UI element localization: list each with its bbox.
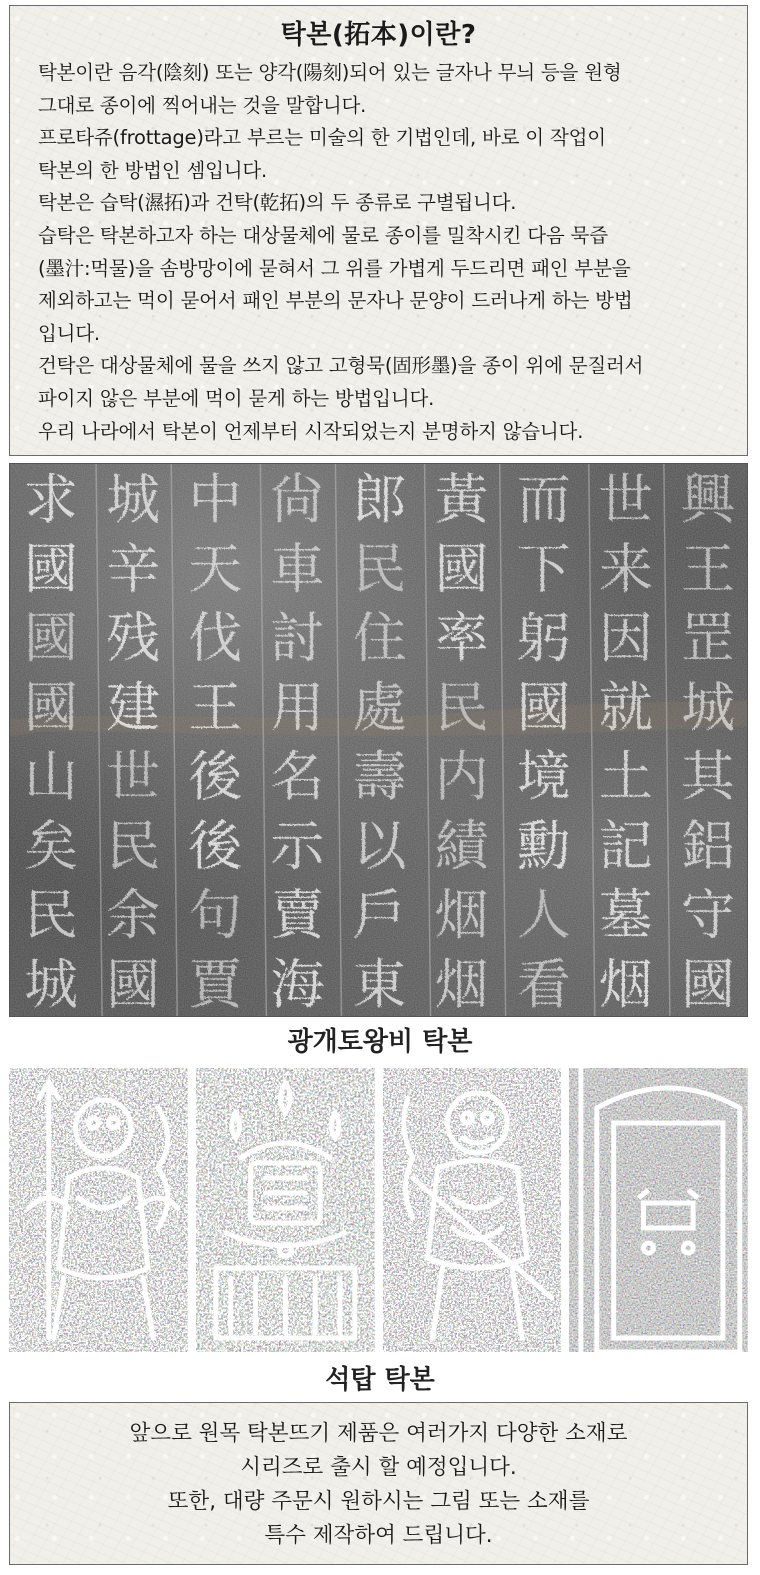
stele-character: 看 xyxy=(516,952,571,1016)
stele-character: 績 xyxy=(434,814,489,878)
stele-rubbing-image xyxy=(9,463,748,1017)
stele-character: 興 xyxy=(680,468,735,532)
intro-line: (墨汁:먹물)을 솜방망이에 묻혀서 그 위를 가볍게 두드리면 패인 부분을 xyxy=(38,256,631,280)
intro-line: 건탁은 대상물체에 물을 쓰지 않고 고형묵(固形墨)을 종이 위에 문질러서 xyxy=(38,354,644,378)
stele-character: 墓 xyxy=(598,883,653,947)
stele-character: 國 xyxy=(680,952,735,1016)
stele-character: 國 xyxy=(24,675,79,739)
stele-character: 賣 xyxy=(270,883,325,947)
stele-character: 名 xyxy=(270,745,325,809)
notice-line: 시리즈로 출시 할 예정입니다. xyxy=(240,1455,517,1480)
stele-character: 以 xyxy=(352,814,407,878)
stele-character: 就 xyxy=(598,675,653,739)
stele-character: 黃 xyxy=(434,468,489,532)
stele-character: 罡 xyxy=(680,606,735,670)
stele-character: 内 xyxy=(434,745,489,809)
stele-character: 土 xyxy=(598,745,653,809)
intro-line: 탁본이란 음각(陰刻) 또는 양각(陽刻)되어 있는 글자나 무늬 등을 원형 xyxy=(38,61,622,84)
notice-line: 앞으로 원목 탁본뜨기 제품은 여러가지 다양한 소재로 xyxy=(129,1421,628,1446)
stele-character: 世 xyxy=(106,745,161,809)
stele-character: 王 xyxy=(188,675,243,739)
stele-character: 建 xyxy=(106,675,161,739)
intro-line: 우리 나라에서 탁본이 언제부터 시작되었는지 분명하지 않습니다. xyxy=(38,419,584,443)
stele-character: 鋁 xyxy=(680,814,735,878)
stele-character: 民 xyxy=(24,883,79,947)
stele-character: 人 xyxy=(516,883,571,947)
stele-character: 國 xyxy=(24,606,79,670)
stele-character: 處 xyxy=(352,675,407,739)
stele-character: 其 xyxy=(680,745,735,809)
stele-character: 壽 xyxy=(352,745,407,809)
stele-character: 烟 xyxy=(434,952,489,1016)
stele-character: 勳 xyxy=(516,814,571,878)
intro-panel xyxy=(9,5,748,456)
rubbing-pagoda-shrine xyxy=(196,1068,375,1352)
stele-character: 民 xyxy=(352,537,407,601)
stele-character: 民 xyxy=(434,675,489,739)
stele-character: 後 xyxy=(188,814,243,878)
stele-character: 躬 xyxy=(516,606,571,670)
notice-line: 또한, 대량 주문시 원하시는 그림 또는 소재를 xyxy=(167,1489,590,1514)
stele-character: 下 xyxy=(516,537,571,601)
guardian-figure-icon xyxy=(9,1068,188,1352)
stele-character: 尙 xyxy=(270,468,325,532)
stele-character: 句 xyxy=(188,883,243,947)
stele-rubbing-artwork xyxy=(10,464,748,1017)
intro-line: 파이지 않은 부분에 먹이 묻게 하는 방법입니다. xyxy=(38,386,435,410)
stele-character: 國 xyxy=(434,537,489,601)
stele-character: 示 xyxy=(270,814,325,878)
stele-character: 率 xyxy=(434,606,489,670)
intro-line: 습탁은 탁본하고자 하는 대상물체에 물로 종이를 밀착시킨 다음 묵즙 xyxy=(38,223,608,247)
stele-character: 而 xyxy=(516,468,571,532)
stele-character: 用 xyxy=(270,675,325,739)
pagoda-shrine-icon xyxy=(196,1068,375,1352)
intro-line: 탁본의 한 방법인 셈입니다. xyxy=(38,158,268,182)
rubbing-guardian-sword xyxy=(383,1068,562,1352)
intro-line: 입니다. xyxy=(38,321,100,345)
stele-character: 海 xyxy=(270,952,325,1016)
stele-character: 民 xyxy=(106,814,161,878)
stele-character: 世 xyxy=(598,468,653,532)
stele-character: 余 xyxy=(106,883,161,947)
stele-character: 因 xyxy=(598,606,653,670)
stele-character: 烟 xyxy=(598,952,653,1016)
stele-character: 郎 xyxy=(352,468,407,532)
stone-tablet-icon xyxy=(569,1068,748,1352)
pagoda-rubbings xyxy=(9,1068,748,1352)
stele-character: 烟 xyxy=(434,883,489,947)
stele-character: 境 xyxy=(516,745,571,809)
stele-caption: 광개토왕비 탁본 xyxy=(287,1027,473,1057)
stele-character: 記 xyxy=(598,814,653,878)
stele-character: 矣 xyxy=(24,814,79,878)
stele-character: 王 xyxy=(680,537,735,601)
stele-character: 國 xyxy=(516,675,571,739)
notice-line: 특수 제작하여 드립니다. xyxy=(264,1523,493,1548)
stele-character: 天 xyxy=(188,537,243,601)
intro-line: 탁본은 습탁(濕拓)과 건탁(乾拓)의 두 종류로 구별됩니다. xyxy=(38,191,517,215)
intro-line: 프로타쥬(frottage)라고 부르는 미술의 한 기법인데, 바로 이 작업이 xyxy=(38,126,606,150)
stele-character: 城 xyxy=(24,952,79,1016)
guardian-warrior-icon xyxy=(383,1068,562,1352)
stele-character: 来 xyxy=(598,537,653,601)
stele-character: 守 xyxy=(680,883,735,947)
stele-character: 討 xyxy=(270,606,325,670)
stele-character: 戶 xyxy=(352,883,407,947)
pagoda-caption: 석탑 탁본 xyxy=(325,1365,435,1395)
stele-character: 城 xyxy=(680,675,735,739)
stele-character: 求 xyxy=(24,468,79,532)
stele-character: 山 xyxy=(24,745,79,809)
stele-character: 中 xyxy=(188,468,243,532)
intro-line: 제외하고는 먹이 묻어서 패인 부분의 문자나 문양이 드러나게 하는 방법 xyxy=(38,289,633,313)
stele-character: 残 xyxy=(106,606,161,670)
stele-character: 國 xyxy=(106,952,161,1016)
intro-line: 그대로 종이에 찍어내는 것을 말합니다. xyxy=(38,93,367,117)
intro-body xyxy=(10,57,747,448)
stele-character: 城 xyxy=(106,468,161,532)
stele-character: 車 xyxy=(270,537,325,601)
stele-character: 國 xyxy=(24,537,79,601)
intro-title: 탁본(拓本)이란? xyxy=(280,20,477,50)
stele-character: 東 xyxy=(352,952,407,1016)
notice-panel xyxy=(9,1402,748,1565)
stele-character: 伐 xyxy=(188,606,243,670)
stele-character: 住 xyxy=(352,606,407,670)
rubbing-tablet xyxy=(569,1068,748,1352)
stele-character: 後 xyxy=(188,745,243,809)
stele-character: 賈 xyxy=(188,952,243,1016)
rubbing-guardian-trident xyxy=(9,1068,188,1352)
stele-character: 辛 xyxy=(106,537,161,601)
